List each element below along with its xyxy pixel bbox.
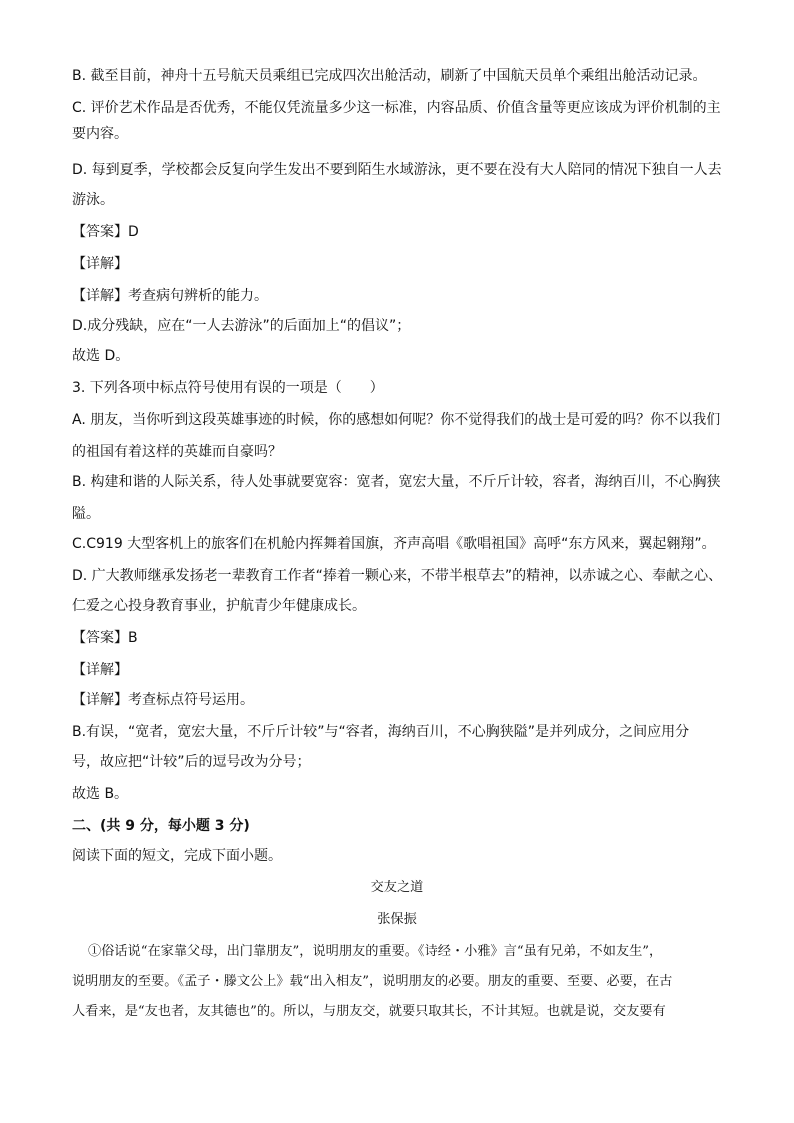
explanation-detail: D.成分残缺，应在“一人去游泳”的后面加上“的倡议”；: [72, 318, 411, 334]
option-d-line: D. 每到夏季，学校都会反复向学生发出不要到陌生水域游泳，更不要在没有大人陪同的情况下独自一人去: [72, 162, 722, 178]
question-3-stem: 3. 下列各项中标点符号使用有误的一项是（ ）: [72, 380, 384, 396]
choice-conclusion: 故选 D。: [72, 348, 130, 364]
q3-option-c-line: C.C919 大型客机上的旅客们在机舱内挥舞着国旗，齐声高唱《歌唱祖国》高呼“东方风来，翼起翱翔”。: [72, 536, 716, 552]
q3-choice-conclusion: 故选 B。: [72, 786, 129, 802]
option-d-continuation: 游泳。: [72, 192, 114, 208]
q3-option-b-line: B. 构建和谐的人际关系，待人处事就要宽容：宽者，宽宏大量，不斤斤计较，容者，海纳百川，不心胸狭: [72, 474, 721, 490]
q3-option-a-line: A. 朋友，当你听到这段英雄事迹的时候，你的感想如何呢？你不觉得我们的战士是可爱的吗？你不以我们: [72, 412, 721, 428]
q3-option-a-continuation: 的祖国有着这样的英雄而自豪吗？: [72, 444, 282, 460]
article-author: 张保振: [377, 912, 417, 927]
reading-instruction: 阅读下面的短文，完成下面小题。: [72, 848, 282, 864]
q3-option-d-continuation: 仁爱之心投身教育事业，护航青少年健康成长。: [72, 598, 366, 614]
q3-answer-label: 【答案】B: [72, 630, 138, 646]
q3-explanation-text: 【详解】考查标点符号运用。: [72, 692, 254, 708]
option-b-line: B. 截至目前，神舟十五号航天员乘组已完成四次出舱活动，刷新了中国航天员单个乘组出舱活动记录。: [72, 68, 707, 84]
section-heading: 二、(共 9 分，每小题 3 分): [72, 818, 250, 834]
q3-explanation-detail: B.有误，“宽者，宽宏大量，不斤斤计较”与“容者，海纳百川，不心胸狭隘”是并列成分，之间应用分: [72, 724, 690, 740]
article-paragraph-1-line-1: ①俗话说“在家靠父母，出门靠朋友”，说明朋友的重要。《诗经・小雅》言“虽有兄弟，不如友生”，: [88, 944, 663, 959]
explanation-heading: 【详解】: [72, 256, 128, 272]
answer-label: 【答案】D: [72, 224, 139, 240]
q3-option-b-continuation: 隘。: [72, 506, 100, 522]
q3-explanation-continuation: 号，故应把“计较”后的逗号改为分号；: [72, 754, 311, 770]
option-c-line: C. 评价艺术作品是否优秀，不能仅凭流量多少这一标准，内容品质、价值含量等更应该成为评价机制的主: [72, 100, 721, 116]
q3-option-d-line: D. 广大教师继承发扬老一辈教育工作者“捧着一颗心来，不带半根草去”的精神，以赤诚之心、奉献之心、: [72, 568, 723, 584]
article-paragraph-1-line-3: 人看来，是“友也者，友其德也”的。所以，与朋友交，就要只取其长，不计其短。也就是说，交友要有: [72, 1004, 666, 1019]
q3-explanation-heading: 【详解】: [72, 662, 128, 678]
article-title: 交友之道: [370, 880, 424, 895]
option-c-continuation: 要内容。: [72, 126, 128, 142]
explanation-text: 【详解】考查病句辨析的能力。: [72, 288, 268, 304]
article-paragraph-1-line-2: 说明朋友的至要。《孟子・滕文公上》载“出入相友”，说明朋友的必要。朋友的重要、至要、必要，在古: [72, 974, 673, 989]
